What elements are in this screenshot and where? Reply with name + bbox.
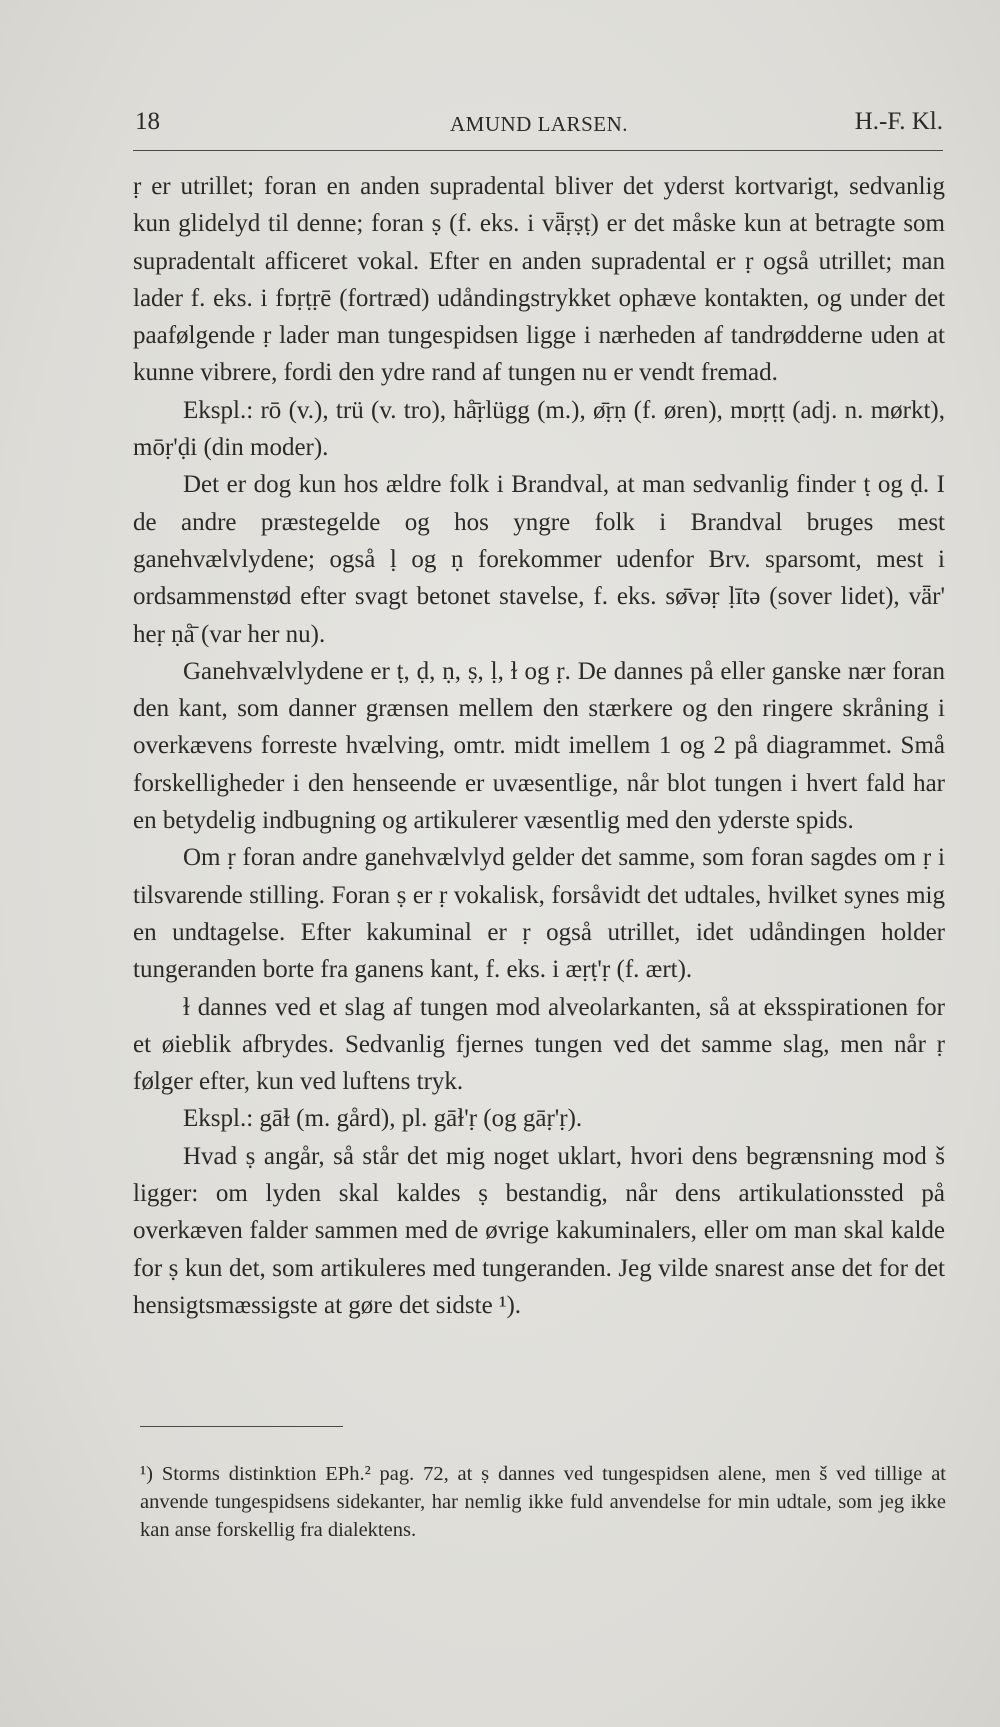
paragraph-5: Om ṛ foran andre ganehvælvlyd gelder det samme, som foran sagdes om ṛ i tilsvarende stilling. Foran ṣ er ṛ vokalisk, forsåvidt det udtales, hvilket synes mig en undtagelse. Efter kakuminal er ṛ også utrillet, idet udåndingen holder tungeranden borte fra ganens kant, f. eks. i æṛṭ'ṛ (f. ært).	[133, 844, 945, 984]
page-header	[135, 108, 943, 144]
footnote-rule	[140, 1426, 343, 1427]
paragraph-2: Ekspl.: rō (v.), trü (v. tro), hå̄ṛlügg (m.), ø̄ṛṇ (f. øren), mɒṛṭṭ (adj. n. mørkt), mōṛ'ḍi (din moder).	[133, 396, 945, 462]
body-text	[133, 168, 945, 1324]
running-title: AMUND LARSEN.	[449, 112, 628, 136]
section-label: H.-F. Kl.	[854, 108, 943, 135]
paragraph-4: Ganehvælvlydene er ṭ, ḍ, ṇ, ṣ, ḷ, ɫ og ṛ. De dannes på eller ganske nær foran den kant, som danner grænsen mellem den stærkere og den ringere skråning i overkævens forreste hvælving, omtr. midt imellem 1 og 2 på diagrammet. Små forskelligheder i den henseende er uvæsentlige, når blot tungen i hvert fald har en betydelig indbugning og artikulerer væsentlig med den yderste spids.	[133, 657, 945, 835]
footnote-text: Storms distinktion EPh.² pag. 72, at ṣ dannes ved tungespidsen alene, men š ved tillige at anvende tungespidsens sidekanter, har nemlig ikke fuld anvendelse for min udtale, som jeg ikke kan anse forskellig fra dialektens.	[140, 1463, 947, 1541]
paragraph-6: ɫ dannes ved et slag af tungen mod alveolarkanten, så at eksspirationen for et øieblik afbrydes. Sedvanlig fjernes tungen ved det samme slag, men når ṛ følger efter, kun ved luftens tryk.	[133, 993, 945, 1096]
paragraph-3: Det er dog kun hos ældre folk i Brandval, at man sedvanlig finder ṭ og ḍ. I de andre præstegelde og hos yngre folk i Brandval bruges mest ganehvælvlydene; også ḷ og ṇ forekommer udenfor Brv. sparsomt, mest i ordsammenstød efter svagt betonet stavelse, f. eks. sø̄vəṛ ḷītə (sover lidet), vǟr' heṛ ṇå̄ (var her nu).	[133, 471, 945, 648]
paragraph-8: Hvad ṣ angår, så står det mig noget uklart, hvori dens begrænsning mod š ligger: om lyden skal kaldes ṣ bestandig, når dens artikulationssted på overkæven falder sammen med de øvrige kakuminalers, eller om man skal kalde for ṣ kun det, som artikuleres med tungeranden. Jeg vilde snarest anse det for det hensigtsmæssigste at gøre det sidste ¹).	[133, 1142, 945, 1319]
footnote-marker: ¹)	[140, 1463, 153, 1485]
page-number: 18	[135, 108, 160, 135]
paragraph-1: ṛ er utrillet; foran en anden supradental bliver det yderst kortvarigt, sedvanlig kun glidelyd til denne; foran ṣ (f. eks. i vǟṛṣṭ) er det måske kun at betragte som supradentalt afficeret vokal. Efter en anden supradental er ṛ også utrillet; man lader f. eks. i fɒṛṭṛē (fortræd) udåndingstrykket ophæve kontakten, og under det paafølgende ṛ lader man tungespidsen ligge i nærheden af tandrødderne uden at kunne vibrere, fordi den ydre rand af tungen nu er vendt fremad.	[133, 173, 945, 387]
footnote	[140, 1460, 946, 1544]
paragraph-7: Ekspl.: gāɫ (m. gård), pl. gāɫ'ṛ (og gāṛ'ṛ).	[183, 1105, 583, 1133]
header-rule	[133, 150, 943, 151]
